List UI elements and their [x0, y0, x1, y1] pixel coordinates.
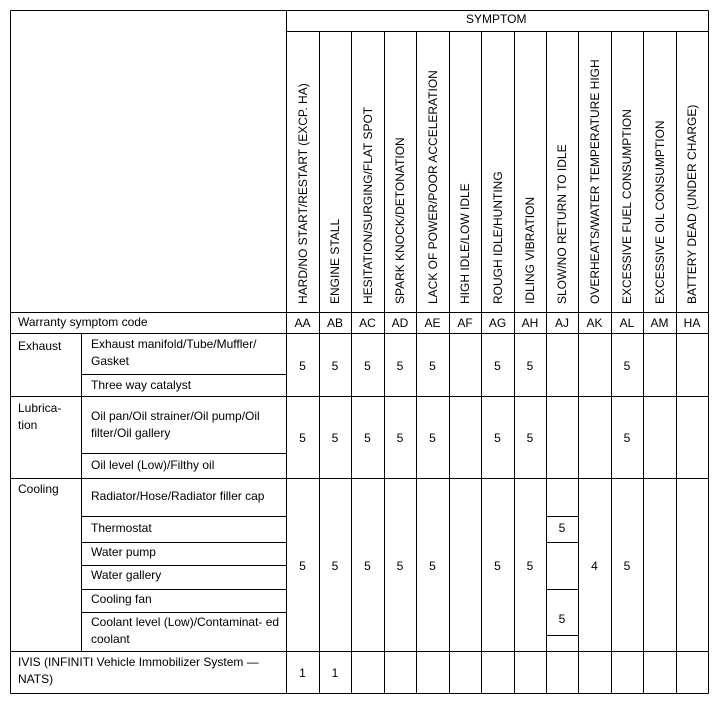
rating-cell: 5	[526, 558, 534, 573]
group-lubrication-label: Lubrica- tion	[18, 401, 62, 432]
rating-cell: 1	[299, 666, 306, 680]
item-oil-level: Oil level (Low)/Filthy oil	[91, 458, 215, 472]
rating-cell: 1	[331, 666, 339, 680]
symptom-name: LACK OF POWER/POOR ACCELERATION	[426, 70, 440, 304]
rating-cell: 5	[526, 358, 534, 373]
symptom-code: AL	[619, 316, 635, 330]
symptom-name: HARD/NO START/RESTART (EXCP. HA)	[296, 83, 310, 304]
symptom-code: HA	[683, 316, 701, 330]
symptom-code: AK	[586, 316, 603, 330]
symptom-name: ENGINE STALL	[328, 218, 342, 304]
warranty-symptom-code-label: Warranty symptom code	[18, 315, 148, 329]
rating-cell: 5	[494, 358, 501, 373]
group-exhaust-label: Exhaust	[18, 339, 62, 353]
rating-cell: 5	[623, 558, 631, 573]
symptom-code: AF	[457, 316, 473, 330]
symptom-code: AB	[326, 316, 343, 330]
item-cooling-fan: Cooling fan	[91, 592, 152, 606]
rating-cell: 5	[526, 431, 534, 445]
rating-cell: 5	[494, 558, 501, 573]
symptom-name: IDLING VIBRATION	[523, 196, 537, 304]
aj-thermostat-value: 5	[558, 521, 566, 535]
symptom-code: AE	[424, 316, 441, 330]
rating-cell: 5	[494, 431, 501, 445]
symptom-code: AA	[294, 316, 311, 330]
rating-cell: 5	[331, 558, 339, 573]
symptom-name: HESITATION/SURGING/FLAT SPOT	[361, 106, 375, 304]
rating-cell: 5	[299, 431, 306, 445]
symptom-name: SLOW/NO RETURN TO IDLE	[555, 144, 569, 304]
rating-cell: 5	[429, 558, 436, 573]
item-water-gallery: Water gallery	[91, 568, 162, 582]
symptom-code: AH	[521, 316, 539, 330]
rating-cell: 5	[623, 358, 631, 373]
symptom-name: SPARK KNOCK/DETONATION	[393, 137, 407, 304]
rating-cell: 5	[429, 358, 436, 373]
item-three-way-catalyst: Three way catalyst	[91, 378, 192, 392]
symptom-code: AJ	[554, 316, 569, 330]
rating-cell: 5	[331, 358, 339, 373]
rating-cell: 5	[364, 558, 371, 573]
symptom-name: EXCESSIVE OIL CONSUMPTION	[653, 120, 667, 304]
symptom-name: ROUGH IDLE/HUNTING	[491, 171, 505, 304]
rating-cell: 5	[331, 431, 339, 445]
symptom-name: HIGH IDLE/LOW IDLE	[458, 183, 472, 304]
symptom-code: AM	[650, 316, 669, 330]
rating-cell: 5	[364, 358, 371, 373]
rating-cell: 5	[429, 431, 436, 445]
symptom-code: AG	[488, 316, 507, 330]
rating-cell: 5	[364, 431, 371, 445]
rating-cell: 5	[623, 431, 631, 445]
rating-cell: 5	[299, 358, 306, 373]
rating-cell: 5	[396, 558, 404, 573]
symptom-name: OVERHEATS/WATER TEMPERATURE HIGH	[588, 59, 602, 304]
item-water-pump: Water pump	[91, 545, 156, 559]
rating-cell: 5	[396, 431, 404, 445]
item-coolant-level: Coolant level (Low)/Contaminat- ed coolant	[91, 615, 280, 646]
group-ivis-label: IVIS (INFINITI Vehicle Immobilizer System — NATS)	[18, 655, 259, 686]
rating-cell: 5	[299, 558, 306, 573]
item-radiator: Radiator/Hose/Radiator filler cap	[91, 489, 265, 503]
group-cooling-label: Cooling	[18, 482, 59, 496]
rating-cell: 4	[591, 558, 598, 573]
item-thermostat: Thermostat	[91, 521, 152, 535]
symptom-name: EXCESSIVE FUEL CONSUMPTION	[620, 109, 634, 304]
symptom-header: SYMPTOM	[466, 12, 527, 26]
symptom-name: BATTERY DEAD (UNDER CHARGE)	[685, 104, 699, 304]
symptom-code: AC	[359, 316, 376, 330]
symptom-code: AD	[391, 316, 409, 330]
aj-coolant-value: 5	[558, 612, 566, 626]
item-oil-pan: Oil pan/Oil strainer/Oil pump/Oil filter/Oil gallery	[91, 409, 260, 440]
item-exhaust-manifold: Exhaust manifold/Tube/Muffler/ Gasket	[91, 337, 257, 368]
rating-cell: 5	[396, 358, 404, 373]
